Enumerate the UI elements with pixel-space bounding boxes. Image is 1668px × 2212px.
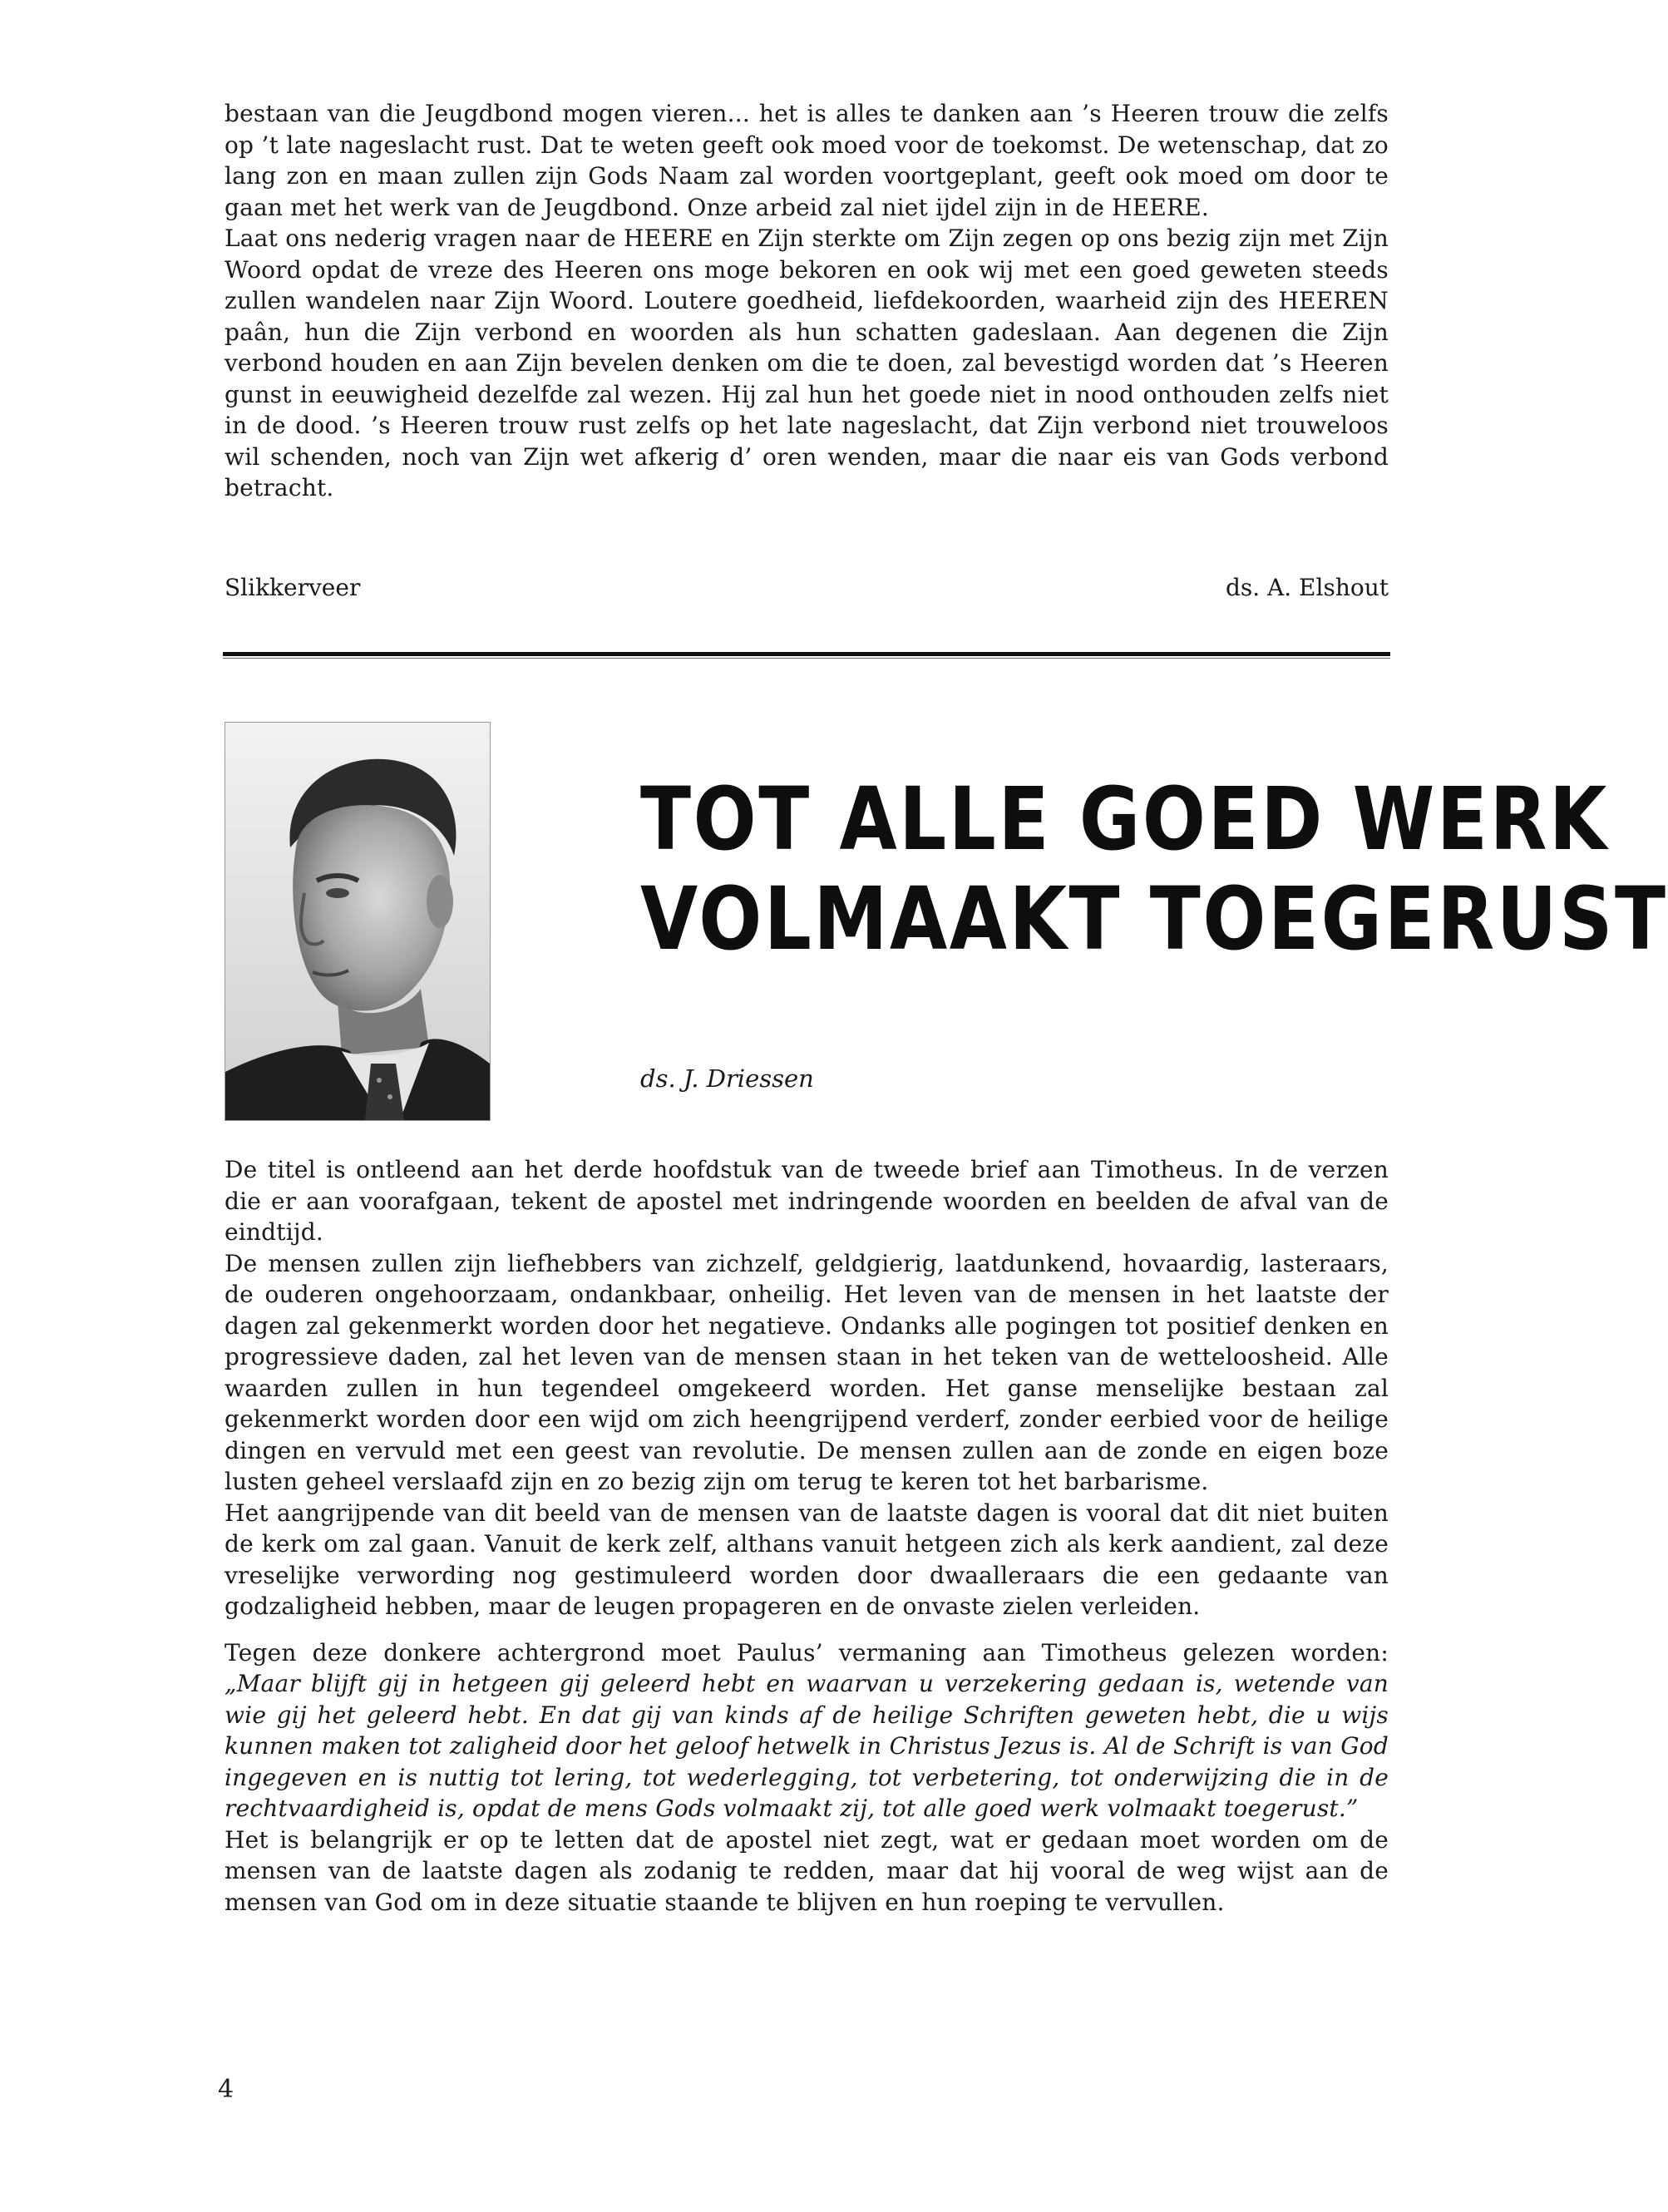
article-paragraph-1: De titel is ontleend aan het derde hoofdstuk van de tweede brief aan Timotheus. In de verzen die er aan voorafgaan, tekent de apostel met indringende woorden en beelden de afval van de eindtijd.	[225, 1156, 1389, 1246]
signature-author: ds. A. Elshout	[1225, 574, 1389, 601]
headline-line-1: TOT ALLE GOED WERK	[640, 768, 1609, 870]
article-paragraph-4	[225, 1637, 1389, 1824]
scripture-quote: „Maar blijft gij in hetgeen gij geleerd hebt en waarvan u verzekering gedaan is, wetende van wie gij het geleerd hebt. En dat gij van kinds af de heilige Schriften geweten hebt, die u wijs kunnen maken tot zaligheid door het geloof hetwelk in Christus Jezus is. Al de Schrift is van God ingegeven en is nuttig tot lering, tot wederlegging, tot verbetering, tot onderwijzing die in de rechtvaardigheid is, opdat de mens Gods volmaakt zij, tot alle goed werk volmaakt toegerust.”	[225, 1670, 1389, 1822]
section-divider	[223, 652, 1390, 656]
headline-line-2: VOLMAAKT TOEGERUST	[640, 868, 1668, 970]
intro-paragraph-1: bestaan van die Jeugdbond mogen vieren... het is alles te danken aan ’s Heeren trouw die zelfs op ’t late nageslacht rust. Dat te weten geeft ook moed voor de toekomst. De wetenschap, dat zo lang zon en maan zullen zijn Gods Naam zal worden voortgeplant, geeft ook moed om door te gaan met het werk van de Jeugdbond. Onze arbeid zal niet ijdel zijn in de HEERE.	[225, 100, 1389, 221]
signature-place: Slikkerveer	[225, 574, 361, 601]
article-paragraph-4-intro: Tegen deze donkere achtergrond moet Paulus’ vermaning aan Timotheus gelezen worden:	[225, 1638, 1389, 1666]
author-portrait-photo	[225, 722, 491, 1121]
article-paragraph-3: Het aangrijpende van dit beeld van de mensen van de laatste dagen is vooral dat dit niet buiten de kerk om zal gaan. Vanuit de kerk zelf, althans vanuit hetgeen zich als kerk aandient, zal deze vreselijke verwording nog gestimuleerd worden door dwaalleraars die een gedaante van godzaligheid hebben, maar de leugen propageren en de onvaste zielen verleiden.	[225, 1499, 1389, 1620]
section-divider-thin	[223, 658, 1390, 659]
article-headline	[640, 769, 1668, 969]
intro-section	[225, 98, 1389, 504]
article-byline: ds. J. Driessen	[640, 1064, 814, 1093]
signature-line	[225, 574, 1389, 601]
article-body	[225, 1154, 1389, 1918]
article-paragraph-2: De mensen zullen zijn liefhebbers van zichzelf, geldgierig, laatdunkend, hovaardig, lasteraars, de ouderen ongehoorzaam, ondankbaar, onheilig. Het leven van de mensen in het laatste der dagen zal gekenmerkt worden door het negatieve. Ondanks alle pogingen tot positief denken en progressieve daden, zal het leven van de mensen staan in het teken van de wetteloosheid. Alle waarden zullen in hun tegendeel omgekeerd worden. Het ganse menselijke bestaan zal gekenmerkt worden door een wijd om zich heengrijpend verderf, zonder eerbied voor de heilige dingen en vervuld met een geest van revolutie. De mensen zullen aan de zonde en eigen boze lusten geheel verslaafd zijn en zo bezig zijn om terug te keren tot het barbarisme.	[225, 1249, 1389, 1495]
intro-paragraph-2: Laat ons nederig vragen naar de HEERE en Zijn sterkte om Zijn zegen op ons bezig zijn met Zijn Woord opdat de vreze des Heeren ons moge bekoren en ook wij met een goed geweten steeds zullen wandelen naar Zijn Woord. Loutere goedheid, liefdekoorden, waarheid zijn des HEEREN paân, hun die Zijn verbond en woorden als hun schatten gadeslaan. Aan degenen die Zijn verbond houden en aan Zijn bevelen denken om die te doen, zal bevestigd worden dat ’s Heeren gunst in eeuwigheid dezelfde zal wezen. Hij zal hun het goede niet in nood onthouden zelfs niet in de dood. ’s Heeren trouw rust zelfs op het late nageslacht, dat Zijn verbond niet trouweloos wil schenden, noch van Zijn wet afkerig d’ oren wenden, maar die naar eis van Gods verbond betracht.	[225, 225, 1389, 501]
page-number: 4	[218, 2075, 234, 2104]
article-paragraph-5: Het is belangrijk er op te letten dat de apostel niet zegt, wat er gedaan moet worden om de mensen van de laatste dagen als zodanig te redden, maar dat hij vooral de weg wijst aan de mensen van God om in deze situatie staande te blijven en hun roeping te vervullen.	[225, 1825, 1389, 1916]
